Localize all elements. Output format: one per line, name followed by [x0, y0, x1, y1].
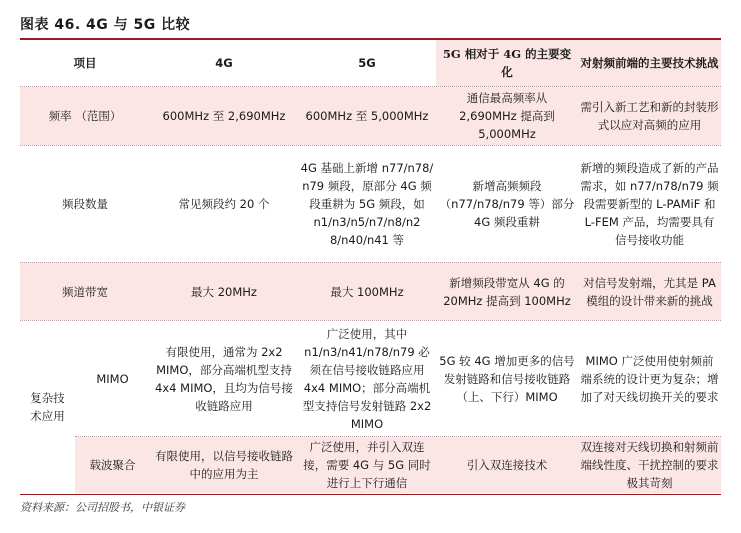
- cell-frequency-4g: 600MHz 至 2,690MHz: [162, 109, 286, 123]
- row-label-mimo: MIMO: [96, 371, 129, 386]
- row-label-bands: 频段数量: [62, 197, 108, 211]
- cell-ca-challenge: 双连接对天线切换和射频前端线性度、干扰控制的要求极其苛刻: [580, 440, 719, 490]
- cell-frequency-5g: 600MHz 至 5,000MHz: [305, 109, 429, 123]
- row-label-bandwidth: 频道带宽: [62, 284, 108, 299]
- header-4g: 4G: [215, 56, 233, 70]
- cell-mimo-change: 5G 较 4G 增加更多的信号发射链路和信号接收链路（上、下行）MIMO: [439, 353, 575, 404]
- cell-ca-change: 引入双连接技术: [466, 458, 548, 472]
- figure-title: 图表 46. 4G 与 5G 比较: [20, 17, 191, 33]
- cell-mimo-5g: 广泛使用，其中 n1/n3/n41/n78/n79 必须在信号接收链路应用 4x4 MIMO；部分高端机型支持信号发射链路 2x2 MIMO: [302, 326, 432, 431]
- cell-frequency-change: 通信最高频率从 2,690MHz 提高到 5,000MHz: [459, 91, 555, 141]
- row-label-frequency: 频率 （范围）: [48, 109, 122, 123]
- cell-bandwidth-change: 新增频段带宽从 4G 的 20MHz 提高到 100MHz: [443, 275, 571, 308]
- header-change: 5G 相对于 4G 的主要变化: [442, 47, 572, 79]
- cell-mimo-challenge: MIMO 广泛使用使射频前端系统的设计更为复杂；增加了对天线切换开关的要求: [580, 353, 719, 404]
- row-group-complex-tech: 复杂技术应用: [30, 391, 65, 423]
- cell-bands-4g: 常见频段约 20 个: [178, 197, 270, 211]
- header-challenge: 对射频前端的主要技术挑战: [580, 56, 719, 70]
- header-item: 项目: [73, 56, 97, 70]
- cell-frequency-challenge: 需引入新工艺和新的封装形式以应对高频的应用: [580, 100, 719, 132]
- row-label-carrier-aggregation: 载波聚合: [89, 458, 136, 472]
- header-5g: 5G: [358, 56, 376, 70]
- cell-bandwidth-challenge: 对信号发射端，尤其是 PA 模组的设计带来新的挑战: [583, 275, 716, 308]
- cell-mimo-4g: 有限使用，通常为 2x2 MIMO，部分高端机型支持 4x4 MIMO，且均为信号接收链路应用: [155, 344, 293, 413]
- cell-ca-4g: 有限使用，以信号接收链路中的应用为主: [155, 449, 293, 481]
- table-bottom-rule: [20, 494, 721, 495]
- cell-bands-5g: 4G 基础上新增 n77/n78/ n79 频段，原部分 4G 频段重耕为 5G 频段，如 n1/n3/n5/n7/n8/n2 8/n40/n41 等: [300, 161, 434, 247]
- cell-bandwidth-4g: 最大 20MHz: [191, 284, 257, 299]
- cell-bands-change: 新增高频频段（n77/n78/n79 等）部分 4G 频段重耕: [439, 179, 575, 229]
- cell-bandwidth-5g: 最大 100MHz: [330, 284, 404, 299]
- cell-ca-5g: 广泛使用，并引入双连接，需要 4G 与 5G 同时进行上下行通信: [303, 440, 431, 490]
- cell-bands-challenge: 新增的频段造成了新的产品需求，如 n77/n78/n79 频段需要新型的 L-PAMiF 和 L-FEM 产品，均需要具有信号接收功能: [580, 161, 719, 247]
- source-note: 资料来源：公司招股书，中银证券: [20, 501, 185, 514]
